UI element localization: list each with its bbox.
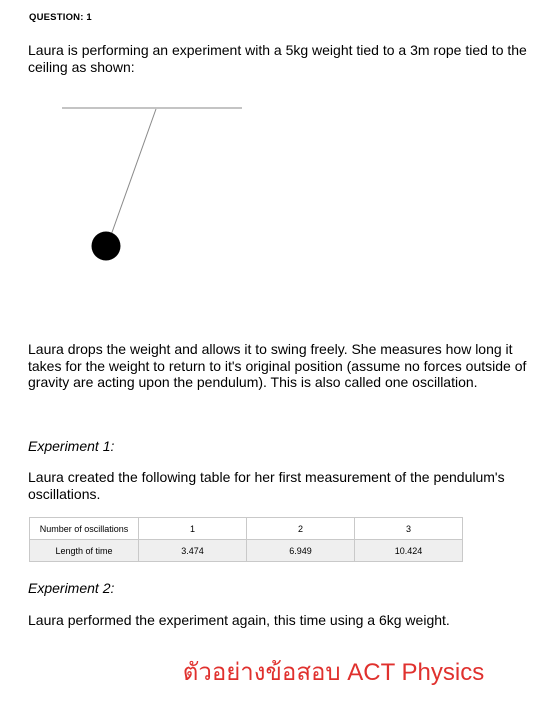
intro-paragraph: Laura is performing an experiment with a 5kg weight tied to a 3m rope tied to the ceiling as shown:	[28, 42, 527, 75]
table-cell: 3.474	[139, 540, 247, 562]
experiment2-heading: Experiment 2:	[28, 580, 115, 596]
rope-line	[110, 109, 156, 238]
pendulum-weight	[92, 232, 121, 261]
table-cell: Length of time	[30, 540, 139, 562]
experiment2-text: Laura performed the experiment again, this time using a 6kg weight.	[28, 612, 450, 628]
description-paragraph: Laura drops the weight and allows it to swing freely. She measures how long it takes for the weight to return to it's original position (assume no forces outside of gravity are acting upon the pendulum). This is also called one oscillation.	[28, 341, 527, 390]
table-row	[30, 518, 463, 540]
table-cell: 2	[247, 518, 355, 540]
table-cell: 3	[355, 518, 463, 540]
table-cell: 1	[139, 518, 247, 540]
pendulum-diagram	[0, 95, 535, 270]
table-cell: 10.424	[355, 540, 463, 562]
experiment1-text: Laura created the following table for her first measurement of the pendulum's oscillations.	[28, 469, 505, 502]
watermark-text: ตัวอย่างข้อสอบ ACT Physics	[182, 659, 485, 686]
experiment1-heading: Experiment 1:	[28, 438, 115, 454]
question-label: QUESTION: 1	[29, 12, 92, 23]
table-cell: Number of oscillations	[30, 518, 139, 540]
table-cell: 6.949	[247, 540, 355, 562]
oscillation-table	[29, 517, 463, 562]
table-row	[30, 540, 463, 562]
